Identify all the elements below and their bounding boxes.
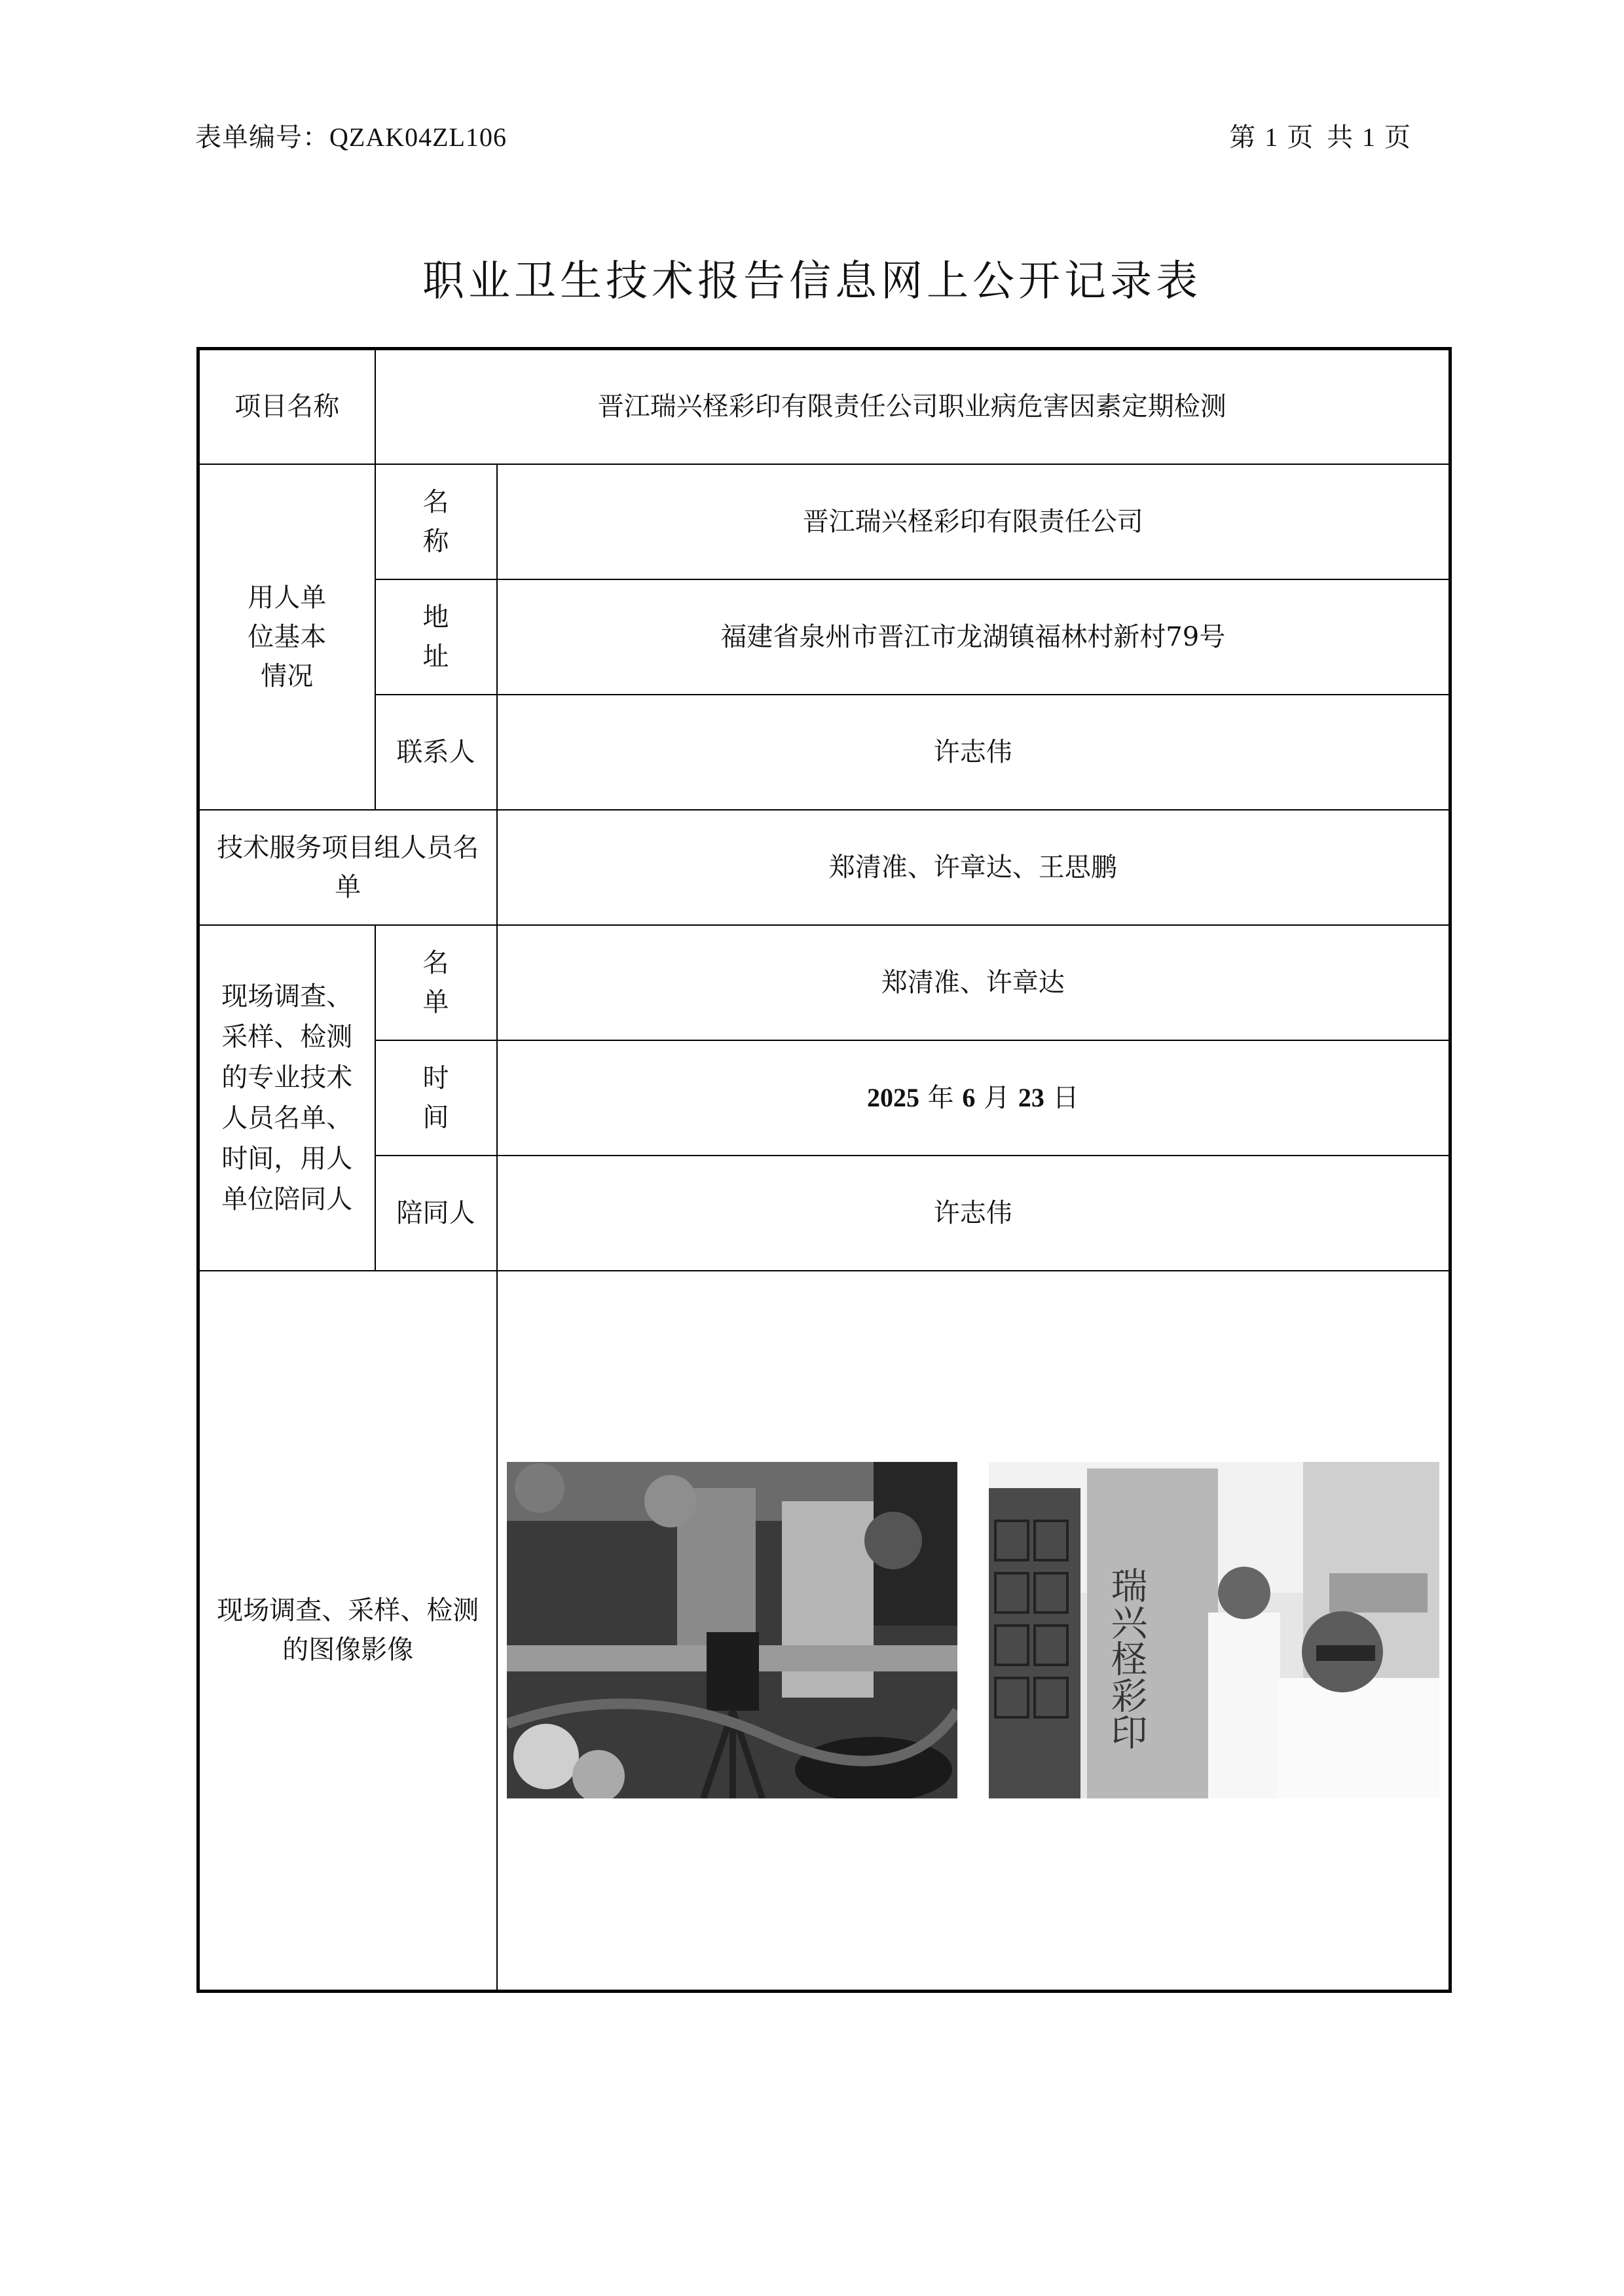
site-photo-entrance — [989, 1462, 1439, 1798]
project-name-label: 项目名称 — [198, 349, 375, 464]
project-name-value: 晋江瑞兴柽彩印有限责任公司职业病危害因素定期检测 — [375, 349, 1450, 464]
team-label: 技术服务项目组人员名单 — [198, 810, 497, 925]
employer-contact-label: 联系人 — [375, 695, 497, 810]
survey-names-value: 郑清准、许章达 — [497, 925, 1450, 1040]
survey-escort-value: 许志伟 — [497, 1156, 1450, 1271]
record-table — [196, 347, 1452, 1993]
gate-sign-text: 瑞兴柽彩印 — [1105, 1567, 1148, 1751]
images-label: 现场调查、采样、检测的图像影像 — [198, 1271, 497, 1992]
page-indicator: 第 1 页 共 1 页 — [1229, 122, 1413, 153]
site-photo-machinery — [507, 1462, 957, 1798]
employer-address-value: 福建省泉州市晋江市龙湖镇福林村新村79号 — [497, 579, 1450, 695]
employer-address-label: 地 址 — [375, 579, 497, 695]
employer-name-value: 晋江瑞兴柽彩印有限责任公司 — [497, 464, 1450, 579]
team-members-value: 郑清准、许章达、王思鹏 — [497, 810, 1450, 925]
survey-label: 现场调查、采样、检测的专业技术人员名单、时间，用人单位陪同人 — [198, 925, 375, 1271]
survey-time-label: 时 间 — [375, 1040, 497, 1156]
survey-escort-label: 陪同人 — [375, 1156, 497, 1271]
images-cell — [497, 1271, 1450, 1992]
page-title: 职业卫生技术报告信息网上公开记录表 — [422, 257, 1202, 306]
employer-label: 用人单位基本情况 — [198, 464, 375, 810]
survey-names-label: 名 单 — [375, 925, 497, 1040]
form-number: 表单编号：QZAK04ZL106 — [195, 122, 507, 153]
survey-time-value: 2025 年 6 月 23 日 — [497, 1040, 1450, 1156]
employer-name-label: 名 称 — [375, 464, 497, 579]
employer-contact-value: 许志伟 — [497, 695, 1450, 810]
